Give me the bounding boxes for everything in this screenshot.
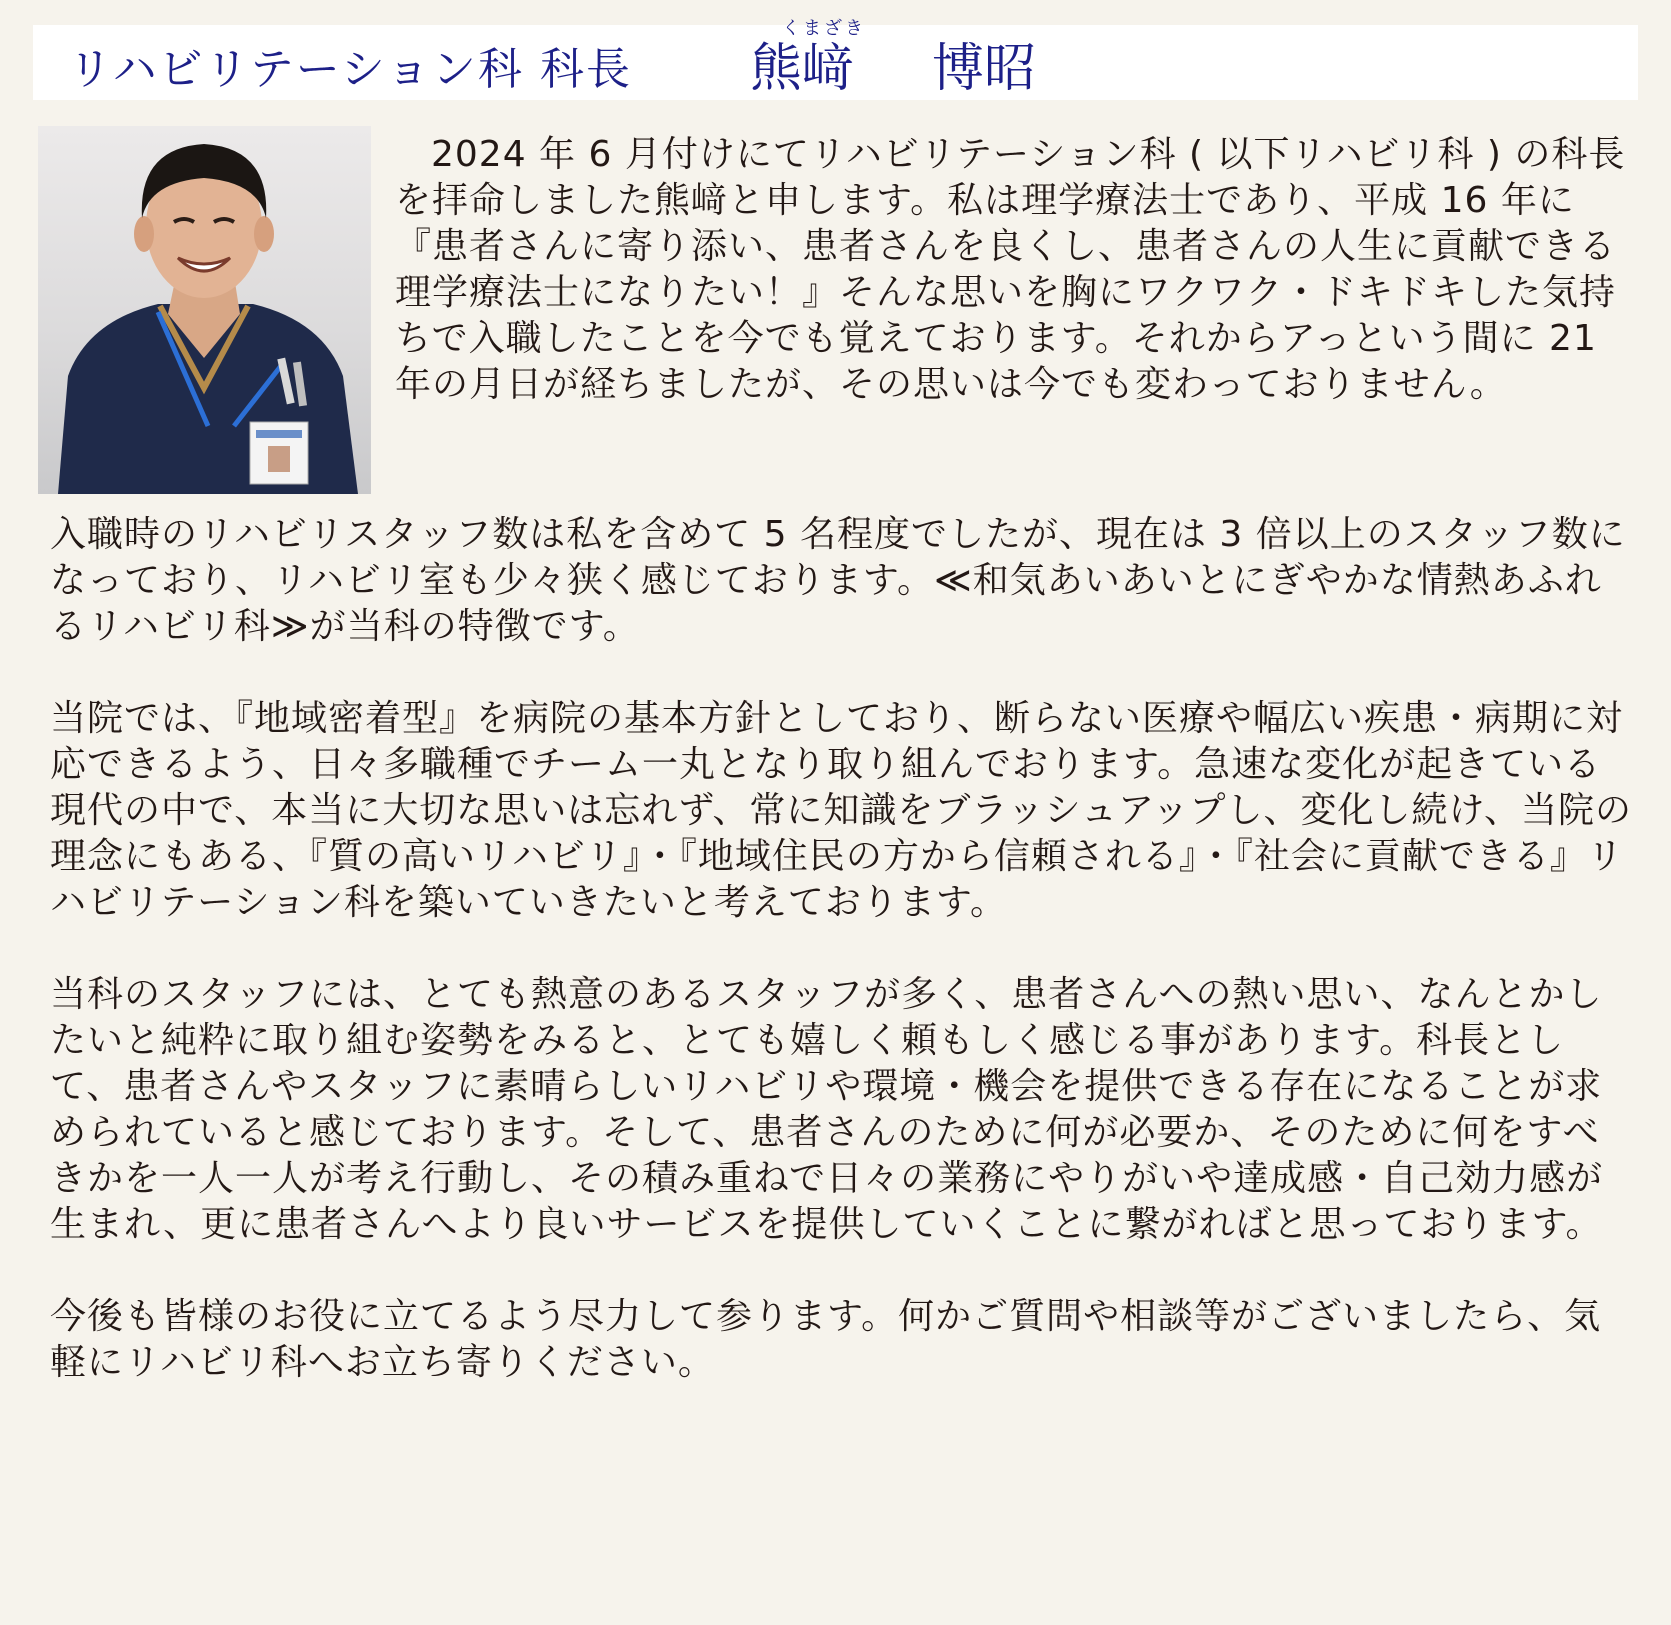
paragraph-staff: 入職時のリハビリスタッフ数は私を含めて 5 名程度でしたが、現在は 3 倍以上のスタッフ数になっており、リハビリ室も少々狭く感じております。≪和気あいあいとにぎやかな情熱あふれるリハビリ科≫が当科の特徴です。 — [50, 514, 1626, 647]
intro-paragraph: 2024 年 6 月付けにてリハビリテーション科 ( 以下リハビリ科 ) の科長を拝命しました熊﨑と申します。私は理学療法士であり、平成 16 年に『患者さんに寄り添い、患者さんを良くし、患者さんの人生に貢献できる理学療法士になりたい！』そんな思いを胸にワクワク・ドキドキした気持ちで入職したことを今でも覚えております。それからアっという間に 21 年の月日が経ちましたが、その思いは今でも変わっておりません。 — [395, 134, 1626, 405]
page-title: リハビリテーション科 科長 — [68, 44, 633, 95]
paragraph-closing: 今後も皆様のお役に立てるよう尽力して参ります。何かご質問や相談等がございましたら、気軽にリハビリ科へお立ち寄りください。 — [50, 1296, 1602, 1383]
name-given: 博昭 — [932, 39, 1037, 99]
name-ruby: くまざき — [782, 18, 866, 39]
name-family: 熊﨑 — [750, 39, 855, 99]
paragraph-policy: 当院では、『地域密着型』を病院の基本方針としており、断らない医療や幅広い疾患・病期に対応できるよう、日々多職種でチーム一丸となり取り組んでおります。急速な変化が起きている現代の中で、本当に大切な思いは忘れず、常に知識をブラッシュアップし、変化し続け、当院の理念にもある、『質の高いリハビリ』・『地域住民の方から信頼される』・『社会に貢献できる』リハビリテーション科を築いていきたいと考えております。 — [50, 698, 1633, 923]
body-text — [50, 512, 1635, 1602]
intro-text — [395, 132, 1635, 492]
portrait-photo — [38, 126, 371, 494]
portrait-illustration — [38, 126, 371, 494]
paragraph-team: 当科のスタッフには、とても熱意のあるスタッフが多く、患者さんへの熱い思い、なんとかしたいと純粋に取り組む姿勢をみると、とても嬉しく頼もしく感じる事があります。科長として、患者さんやスタッフに素晴らしいリハビリや環境・機会を提供できる存在になることが求められていると感じております。そして、患者さんのために何が必要か、そのために何をすべきかを一人一人が考え行動し、その積み重ねで日々の業務にやりがいや達成感・自己効力感が生まれ、更に患者さんへより良いサービスを提供していくことに繋がればと思っております。 — [50, 974, 1604, 1245]
